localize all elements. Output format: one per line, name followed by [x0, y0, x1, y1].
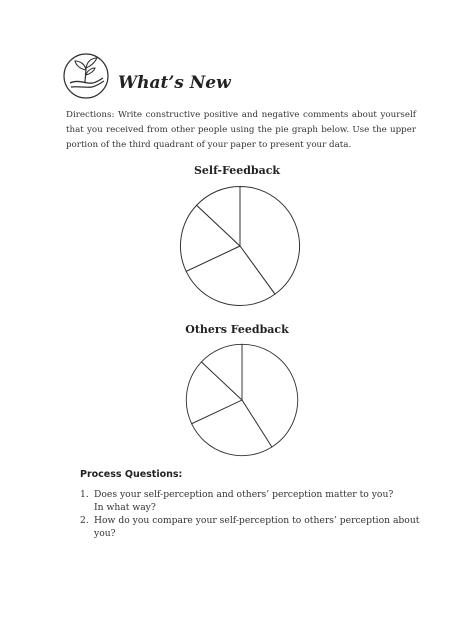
- others-feedback-chart-title: Others Feedback: [185, 323, 289, 336]
- question-subtext: In what way?: [94, 502, 156, 513]
- others-feedback-pie-chart: [184, 342, 300, 458]
- process-questions-title: Process Questions:: [80, 469, 183, 480]
- question-number: 1.: [80, 489, 89, 500]
- question-item: [80, 514, 430, 540]
- question-body: [94, 488, 393, 514]
- section-title: What’s New: [118, 73, 231, 93]
- self-feedback-pie-chart: [178, 184, 302, 308]
- hand-plant-icon: [62, 52, 110, 100]
- question-number: 2.: [80, 515, 89, 526]
- self-feedback-chart-title: Self-Feedback: [193, 164, 281, 177]
- question-text: How do you compare your self-perception to others’ perception about you?: [94, 515, 420, 539]
- process-questions-list: [80, 488, 430, 540]
- directions-text: Directions: Write constructive positive and negative comments about yourself that you received from other people using the pie graph below. Use the upper portion of the third quadrant of your paper to present your data.: [66, 110, 416, 150]
- question-item: [80, 488, 430, 514]
- question-text: Does your self-perception and others’ perception matter to you?: [94, 489, 394, 500]
